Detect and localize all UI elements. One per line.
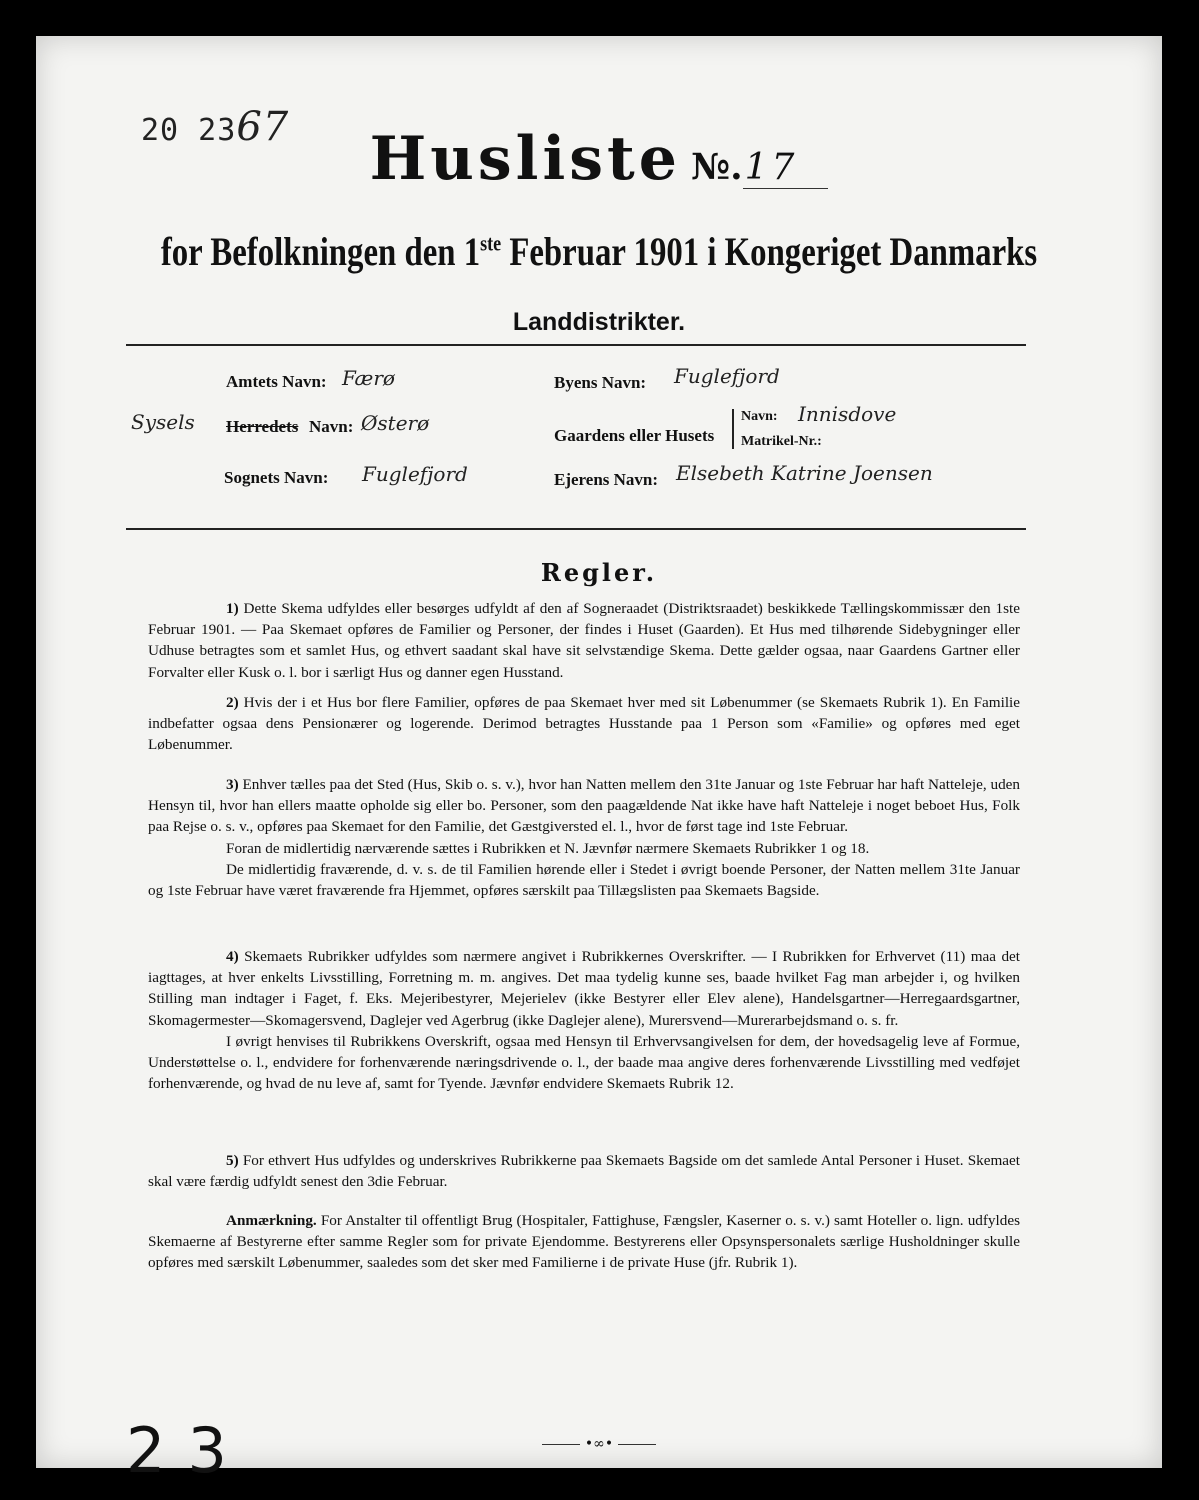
rule-1-number: 1) — [226, 600, 239, 617]
sogn-label: Sognets Navn: — [224, 468, 329, 487]
subtitle-sup: ste — [480, 230, 502, 256]
page-title — [36, 124, 1162, 194]
by-label: Byens Navn: — [554, 373, 647, 392]
subtitle-part-b: Februar 1901 i Kongeriget Danmarks — [501, 229, 1038, 274]
title-text: Husliste — [369, 124, 681, 194]
gaard-navn-value: Innisdove — [798, 402, 897, 426]
amt-value: Færø — [342, 366, 395, 390]
ornament-line-right — [618, 1444, 656, 1445]
number-label: №. — [690, 146, 743, 188]
rule-4 — [148, 946, 1020, 1094]
subtitle-part-a: for Befolkningen den 1 — [160, 229, 481, 274]
ornament-glyph: •∞• — [584, 1436, 614, 1452]
rules-heading: Regler. — [540, 558, 658, 587]
subtitle — [137, 228, 1060, 275]
note-label: Anmærkning. — [226, 1212, 317, 1229]
sogn-value: Fuglefjord — [362, 462, 468, 486]
rule-4-text: Skemaets Rubrikker udfyldes som nærmere angivet i Rubrikkernes Overskrifter. — I Rubrikken for Erhvervet (11) maa det iagttages, at hver enkelts Livsstilling, Forretning m. m. angives. Det maa tydelig kunne ses, baade hvilket Fag man arbejder i, og hvilken Stilling man indtager i Faget, f. Eks. Mejeribestyrer, Mejerielev (ikke Bestyrer eller Elev alene), Handelsgartner—Herregaardsgartner, Skomagermester—Skomagersvend, Daglejer ved Agerbrug (ikke Daglejer alene), Murersvend—Murerarbejdsmand o. s. fr. — [148, 948, 1020, 1029]
herred-label-navn: Navn: — [309, 417, 354, 436]
by-value: Fuglefjord — [674, 364, 780, 388]
ejer-label: Ejerens Navn: — [554, 470, 659, 489]
note — [148, 1210, 1020, 1274]
herred-label: Herredets — [226, 417, 299, 436]
rule-3-text-b: Foran de midlertidig nærværende sættes i Rubrikken et N. Jævnfør nærmere Skemaets Rubrikker 1 og 18. — [226, 839, 870, 857]
document-page — [36, 36, 1162, 1487]
gaard-matr-label: Matrikel-Nr.: — [741, 434, 822, 449]
rule-1 — [148, 598, 1020, 683]
number-value: 17 — [743, 147, 829, 189]
rule-5-text: For ethvert Hus udfyldes og underskrives Rubrikkerne paa Skemaets Bagside om det samlede Antal Personer i Huset. Skemaet skal være færdig udfyldt senest den 3die Februar. — [148, 1152, 1020, 1191]
rule-1-text: Dette Skema udfyldes eller besørges udfyldt af den af Sogneraadet (Distriktsraadet) beskikkede Tællingskommissær den 1ste Februar 1901. — Paa Skemaet opføres de Familier og Personer, der findes i Huset (Gaarden). Et Hus med tilhørende Sidebygninger eller Udhuse betragtes som et samlet Hus, og ethvert saadant skal have sit selvstændige Skema. Dette gælder ogsaa, naar Gaardens Gartner eller Forvalter eller Kusk o. l. bor i særligt Hus og danner egen Husstand. — [148, 600, 1020, 681]
rule-5-number: 5) — [226, 1152, 239, 1169]
ornament-line-left — [542, 1444, 580, 1445]
rule-2-number: 2) — [226, 694, 239, 711]
note-text: For Anstalter til offentligt Brug (Hospitaler, Fattighuse, Fængsler, Kaserner o. s. v.) samt Hoteller o. lign. udfyldes Skemaerne af Bestyrerne efter samme Regler som for private Ejendomme. Bestyrerens eller Opsynspersonalets særlige Husholdninger skulle opføres med særskilt Løbenummer, saaledes som det sker med Familierne i de private Huse (jfr. Rubrik 1). — [148, 1212, 1020, 1272]
gaard-navn-label: Navn: — [741, 409, 778, 424]
stamp-handwritten: 67 — [236, 104, 290, 150]
divider-top — [126, 344, 1026, 346]
herred-prefix: Sysels — [131, 410, 195, 434]
rule-2-text: Hvis der i et Hus bor flere Familier, opføres de paa Skemaet hver med sit Løbenummer (se Skemaets Rubrik 1). En Familie indbefatter ogsaa dens Pensionærer og logerende. Derimod betragtes Husstande paa 1 Person som «Familie» og opføres med eget Løbenummer. — [148, 694, 1020, 754]
gaard-label: Gaardens eller Husets — [554, 426, 715, 445]
gaard-bracket — [732, 409, 734, 449]
rule-5 — [148, 1150, 1020, 1192]
page-number-handwritten: 23 — [126, 1414, 249, 1487]
rule-3-text: Enhver tælles paa det Sted (Hus, Skib o. s. v.), hvor han Natten mellem den 31te Januar og 1ste Februar har haft Natteleje, uden Hensyn til, hvor han ellers maatte opholde sig eller bo. Personer, som den paagældende Nat ikke have haft Natteleje i noget beboet Hus, Folk paa Rejse o. s. v., opføres paa Skemaet for den Familie, det Gæstgiversted el. l., hvor de først tage ind 1ste Februar. — [148, 776, 1020, 836]
divider-bottom — [126, 528, 1026, 530]
ejer-value: Elsebeth Katrine Joensen — [676, 461, 933, 485]
amt-label: Amtets Navn: — [226, 372, 327, 391]
rule-4-text-b: I øvrigt henvises til Rubrikkens Overskrift, ogsaa med Hensyn til Erhvervsangivelsen for dem, der hovedsagelig leve af Formue, Understøttelse o. l., endvidere for forhenværende næringsdrivende o. l., der baade maa angive deres forhenværende Livsstilling med vedføjet forhenværende, og hvad de nu leve af, samt for Tyende. Jævnfør endvidere Skemaets Rubrik 12. — [148, 1032, 1020, 1093]
herred-value: Østerø — [361, 411, 430, 435]
rule-3 — [148, 774, 1020, 901]
rule-3-number: 3) — [226, 776, 239, 793]
stamp-number: 20 23 — [141, 113, 237, 148]
subtitle-landdistrikter: Landdistrikter. — [512, 308, 686, 336]
rule-3-text-c: De midlertidig fraværende, d. v. s. de til Familien hørende eller i Stedet i øvrigt boende Personer, der Natten mellem 31te Januar og 1ste Februar have været fraværende fra Hjemmet, opføres særskilt paa Tillægslisten paa Skemaets Bagside. — [148, 860, 1020, 900]
rule-4-number: 4) — [226, 948, 239, 965]
rule-2 — [148, 692, 1020, 756]
